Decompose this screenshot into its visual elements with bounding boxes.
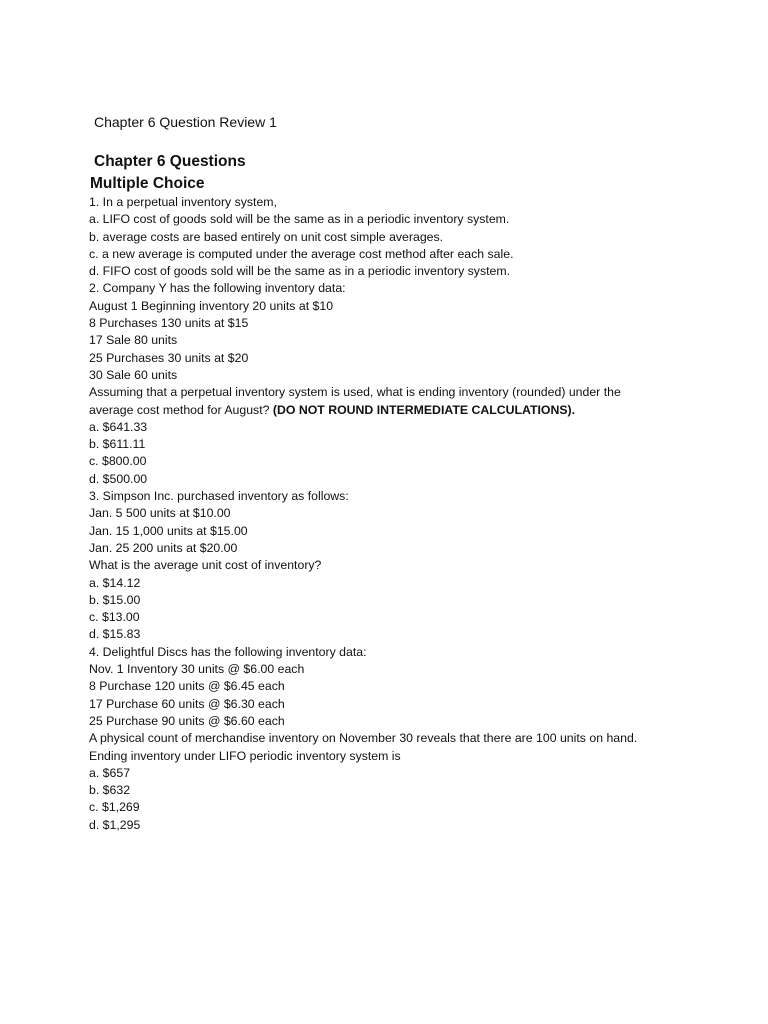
question-1-stem: 1. In a perpetual inventory system, bbox=[89, 195, 277, 209]
question-3-prompt: What is the average unit cost of inventory? bbox=[89, 558, 322, 573]
question-4-option-b: b. $632 bbox=[89, 783, 131, 798]
question-3-option-c: c. $13.00 bbox=[89, 610, 140, 625]
question-1-option-d: d. FIFO cost of goods sold will be the same as in a periodic inventory system. bbox=[89, 264, 511, 279]
question-4-prompt-line-2: Ending inventory under LIFO periodic inventory system is bbox=[89, 748, 401, 763]
question-1-option-c: c. a new average is computed under the average cost method after each sale. bbox=[89, 246, 514, 261]
question-2-option-b: b. $611.11 bbox=[89, 437, 146, 452]
question-4-stem: 4. Delightful Discs has the following inventory data: bbox=[89, 644, 367, 659]
question-4-option-d: d. $1,295 bbox=[89, 817, 141, 832]
question-2-data-line: 25 Purchases 30 units at $20 bbox=[89, 350, 249, 365]
question-2-note: (DO NOT ROUND INTERMEDIATE CALCULATIONS). bbox=[272, 402, 576, 417]
question-3-data-line: Jan. 5 500 units at $10.00 bbox=[89, 506, 231, 521]
question-3-option-a: a. $14.12 bbox=[89, 575, 141, 590]
question-1-option-a: a. LIFO cost of goods sold will be the same as in a periodic inventory system. bbox=[89, 212, 510, 227]
question-1-option-b: b. average costs are based entirely on unit cost simple averages. bbox=[89, 229, 444, 244]
question-2-prompt-text: average cost method for August? bbox=[89, 402, 270, 417]
question-4-data-line: 8 Purchase 120 units @ $6.45 each bbox=[89, 679, 285, 694]
question-4-prompt-line-1: A physical count of merchandise inventory on November 30 reveals that there are 100 units on hand. bbox=[89, 731, 638, 746]
question-3-data-line: Jan. 25 200 units at $20.00 bbox=[89, 540, 238, 555]
question-4-option-a: a. $657 bbox=[89, 765, 131, 780]
question-2-data-line: 8 Purchases 130 units at $15 bbox=[89, 316, 249, 331]
question-4-option-c: c. $1,269 bbox=[89, 800, 140, 815]
question-2-prompt-line-1: Assuming that a perpetual inventory system is used, what is ending inventory (rounded) under the bbox=[89, 385, 621, 400]
document-title: Chapter 6 Question Review 1 bbox=[94, 114, 277, 130]
chapter-heading: Chapter 6 Questions bbox=[94, 153, 246, 170]
question-3-option-b: b. $15.00 bbox=[89, 592, 141, 607]
question-3-data-line: Jan. 15 1,000 units at $15.00 bbox=[89, 523, 248, 538]
question-4-data-line: Nov. 1 Inventory 30 units @ $6.00 each bbox=[89, 662, 305, 677]
question-2-option-c: c. $800.00 bbox=[89, 454, 147, 469]
question-3-stem: 3. Simpson Inc. purchased inventory as follows: bbox=[89, 489, 349, 504]
question-2-data-line: 30 Sale 60 units bbox=[89, 367, 178, 382]
question-2-stem: 2. Company Y has the following inventory data: bbox=[89, 281, 346, 296]
question-3-option-d: d. $15.83 bbox=[89, 627, 141, 642]
question-2-data-line: 17 Sale 80 units bbox=[89, 333, 178, 348]
question-4-data-line: 17 Purchase 60 units @ $6.30 each bbox=[89, 696, 285, 711]
question-list bbox=[89, 194, 699, 834]
question-2-option-d: d. $500.00 bbox=[89, 471, 148, 486]
question-4-data-line: 25 Purchase 90 units @ $6.60 each bbox=[89, 713, 285, 728]
section-heading: Multiple Choice bbox=[90, 175, 205, 192]
question-2-option-a: a. $641.33 bbox=[89, 419, 148, 434]
question-2-prompt-line-2 bbox=[89, 402, 699, 419]
question-2-data-line: August 1 Beginning inventory 20 units at $10 bbox=[89, 298, 334, 313]
